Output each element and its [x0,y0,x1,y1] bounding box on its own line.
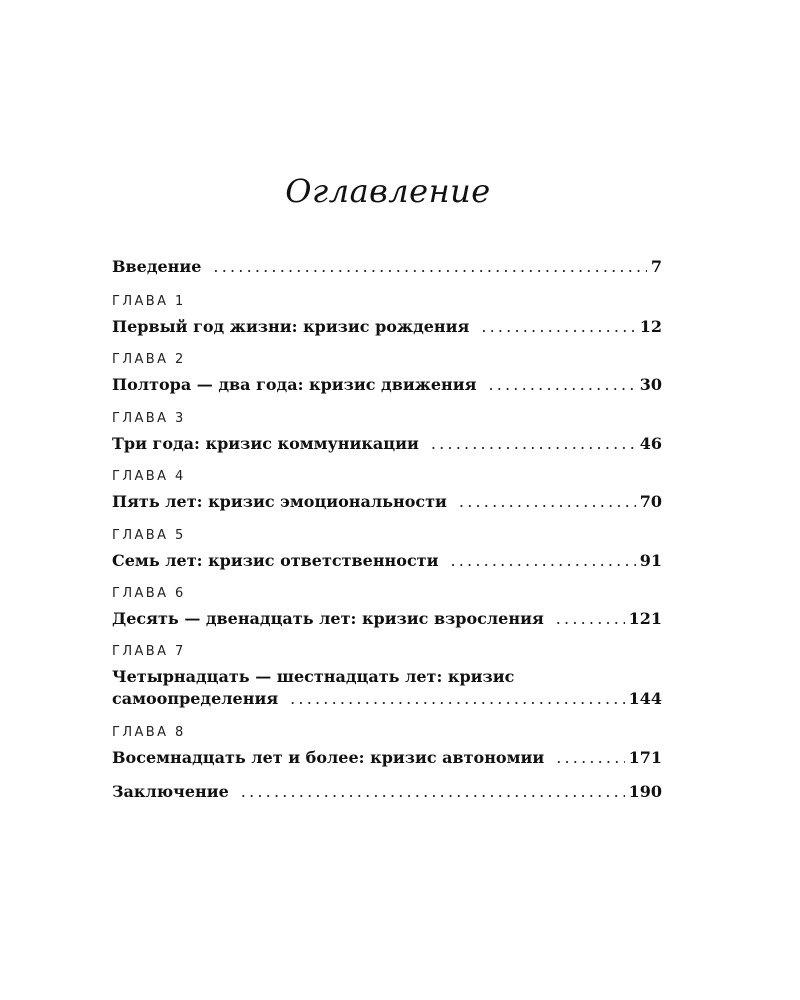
toc-page-number: 12 [639,317,662,336]
page-title: Оглавление [285,172,491,210]
toc-page-number: 30 [639,375,662,394]
toc-entry-title: Введение [112,257,202,276]
toc-entry-title: Полтора — два года: кризис движения [112,375,477,394]
toc-entry-intro[interactable] [112,256,662,278]
toc-entry-chapter-8[interactable] [112,725,662,769]
toc-entry-chapter-2[interactable] [112,352,662,396]
dot-leader [431,433,636,455]
toc-entry-title: Семь лет: кризис ответственности [112,551,439,570]
chapter-label: ГЛАВА 3 [112,411,186,426]
toc-entry-title-line-2: самоопределения [112,689,279,708]
toc-entry-chapter-6[interactable] [112,586,662,630]
toc-page-number: 46 [639,434,662,453]
toc-entry-title: Десять — двенадцать лет: кризис взросления [112,609,544,628]
chapter-label: ГЛАВА 6 [112,586,186,601]
toc-page-number: 190 [628,782,662,801]
toc-page-number: 7 [650,257,662,276]
toc-entry-chapter-3[interactable] [112,411,662,455]
chapter-label: ГЛАВА 8 [112,725,186,740]
toc-entry-title: Три года: кризис коммуникации [112,434,419,453]
toc-page-number: 91 [639,551,662,570]
dot-leader [450,550,635,572]
chapter-label: ГЛАВА 2 [112,352,186,367]
toc-page-number: 121 [628,609,662,628]
chapter-label: ГЛАВА 5 [112,528,186,543]
toc-entry-chapter-1[interactable] [112,294,662,338]
dot-leader [241,781,625,803]
toc-page-number: 171 [628,748,662,767]
chapter-label: ГЛАВА 1 [112,294,186,309]
dot-leader [556,608,625,630]
toc-entry-conclusion[interactable] [112,781,662,803]
toc-entry-title: Заключение [112,782,229,801]
dot-leader [481,316,635,338]
toc-entry-chapter-4[interactable] [112,469,662,513]
dot-leader [459,491,636,513]
toc-entry-title: Восемнадцать лет и более: кризис автономии [112,748,545,767]
toc-entry-title: Пять лет: кризис эмоциональности [112,492,447,511]
toc-entry-title-line-1: Четырнадцать — шестнадцать лет: кризис [112,667,515,686]
dot-leader [556,747,624,769]
toc-entry-title: Первый год жизни: кризис рождения [112,317,470,336]
toc-entry-chapter-7[interactable] [112,644,662,710]
toc-page-number: 70 [639,492,662,511]
dot-leader [213,256,646,278]
dot-leader [488,374,635,396]
toc-entry-chapter-5[interactable] [112,528,662,572]
chapter-label: ГЛАВА 4 [112,469,186,484]
dot-leader [290,688,624,710]
toc-page-number: 144 [628,689,662,708]
chapter-label: ГЛАВА 7 [112,644,186,659]
